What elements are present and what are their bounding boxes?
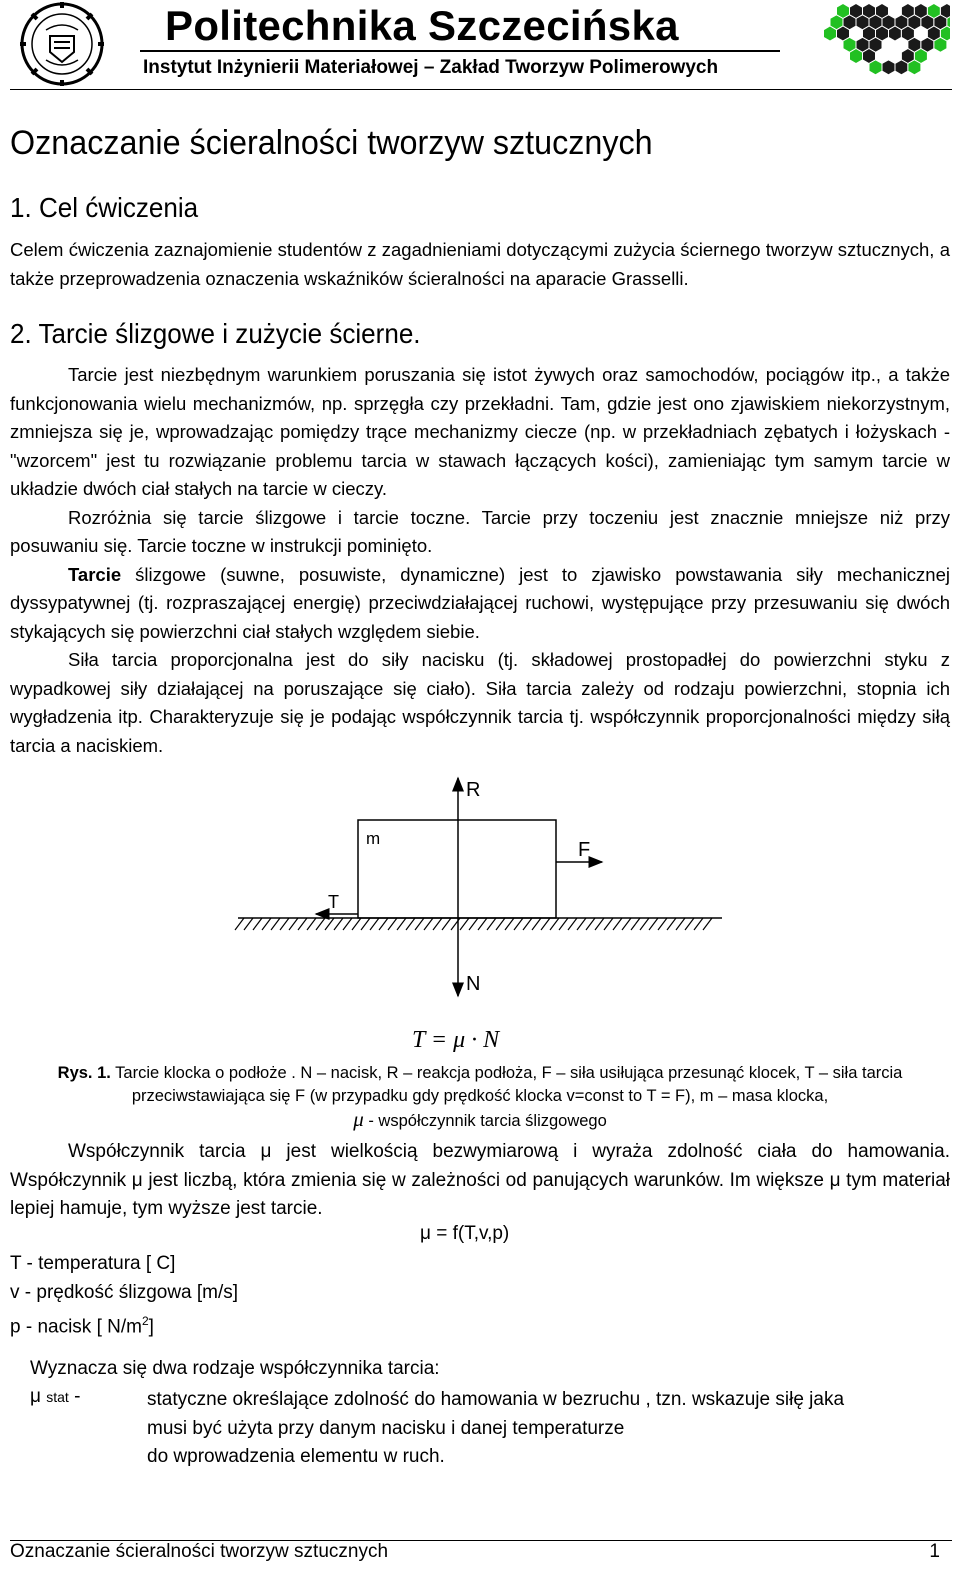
hatch-stroke: [487, 918, 496, 930]
friction-paragraph-2: Rozróżnia się tarcie ślizgowe i tarcie toczne. Tarcie przy toczeniu jest znacznie mniejsze niż przy posuwaniu się. Tarcie toczne w instrukcji pominięto.: [10, 506, 950, 556]
hatch-stroke: [505, 918, 514, 930]
section-goal-text: [10, 236, 950, 293]
mu-dash: -: [68, 1386, 81, 1407]
caption-line-1-text: Tarcie klocka o podłoże . N – nacisk, R – reakcja podłoża, F – siła usiłująca przesunąć klocek, T – siła tarcia: [110, 1064, 903, 1082]
hatch-stroke: [595, 918, 604, 930]
document-title: Oznaczanie ścieralności tworzyw sztucznych: [10, 124, 653, 162]
hatch-stroke: [244, 918, 253, 930]
caption-line-1: [30, 1062, 930, 1085]
hatch-stroke: [577, 918, 586, 930]
ground-hatching: [235, 918, 712, 930]
mu-static-label: [30, 1386, 80, 1408]
section-friction-text: [10, 361, 950, 760]
variable-velocity: v - prędkość ślizgowa [m/s]: [10, 1281, 239, 1303]
hatch-stroke: [550, 918, 559, 930]
hatch-stroke: [631, 918, 640, 930]
goal-paragraph: Celem ćwiczenia zaznajomienie studentów z zagadnieniami dotyczącymi zużycia ściernego tworzyw sztucznych, a także przeprowadzenia oznaczenia wskaźników ścieralności na aparacie Grasselli.: [10, 239, 950, 289]
hatch-stroke: [271, 918, 280, 930]
coefficient-types-intro: Wyznacza się dwa rodzaje współczynnika tarcia:: [30, 1358, 440, 1379]
figure-caption: [30, 1062, 930, 1133]
hatch-stroke: [514, 918, 523, 930]
section-heading-goal: 1. Cel ćwiczenia: [10, 192, 199, 223]
mu-symbol: μ: [30, 1386, 41, 1407]
hatch-stroke: [334, 918, 343, 930]
label-m: m: [366, 829, 381, 848]
caption-line-3-text: - współczynnik tarcia ślizgowego: [363, 1112, 607, 1130]
mu-function: μ = f(T,v,p): [420, 1223, 510, 1244]
logo-hexagon: [889, 26, 902, 41]
hatch-stroke: [658, 918, 667, 930]
friction-formula: T = μ · N: [412, 1027, 500, 1053]
hatch-stroke: [541, 918, 550, 930]
variable-pressure-end: ]: [148, 1316, 154, 1338]
hatch-stroke: [640, 918, 649, 930]
hatch-stroke: [586, 918, 595, 930]
hatch-stroke: [442, 918, 451, 930]
hatch-stroke: [460, 918, 469, 930]
friction-block-diagram: [230, 770, 730, 1000]
hatch-stroke: [289, 918, 298, 930]
hatch-stroke: [703, 918, 712, 930]
caption-mu-symbol: μ: [353, 1107, 364, 1131]
hatch-stroke: [685, 918, 694, 930]
label-T: T: [328, 892, 339, 912]
mu-static-definition: [147, 1386, 937, 1472]
page-header: [0, 0, 960, 88]
hatch-stroke: [352, 918, 361, 930]
hatch-stroke: [667, 918, 676, 930]
header-bottom-rule: [10, 89, 952, 90]
friction-paragraph-3-rest: ślizgowe (suwne, posuwiste, dynamiczne) jest to zjawisko powstawania siły mechanicznej dyssypatywnej (tj. rozpraszającej energię) przeciwdziałającej ruchowi, występujące przy przesuwaniu się dwóch stykających się powierzchni ciał stałych względem siebie.: [10, 563, 950, 642]
section-heading-friction: 2. Tarcie ślizgowe i zużycie ścierne.: [10, 318, 421, 349]
hatch-stroke: [406, 918, 415, 930]
logo-hexagon: [869, 60, 882, 75]
hatch-stroke: [379, 918, 388, 930]
hatch-stroke: [316, 918, 325, 930]
coefficient-text: [10, 1138, 950, 1224]
hatch-stroke: [298, 918, 307, 930]
hatch-stroke: [568, 918, 577, 930]
page-number: 1: [929, 1541, 940, 1562]
hatch-stroke: [325, 918, 334, 930]
university-seal-logo: [20, 2, 104, 86]
logo-hexagon: [850, 49, 863, 64]
polymer-hexagon-logo: [820, 2, 950, 86]
label-N: N: [466, 973, 481, 995]
variable-pressure: [10, 1307, 238, 1342]
label-F: F: [578, 839, 591, 861]
hatch-stroke: [370, 918, 379, 930]
hatch-stroke: [613, 918, 622, 930]
label-R: R: [466, 779, 481, 801]
hatch-stroke: [397, 918, 406, 930]
hatch-stroke: [478, 918, 487, 930]
variable-pressure-exponent: 2: [141, 1314, 149, 1328]
hatch-stroke: [424, 918, 433, 930]
hatch-stroke: [280, 918, 289, 930]
hatch-stroke: [361, 918, 370, 930]
hatch-stroke: [388, 918, 397, 930]
hatch-stroke: [694, 918, 703, 930]
mu-subscript: stat: [46, 1389, 69, 1405]
mu-static-line-1: statyczne określające zdolność do hamowania w bezruchu , tzn. wskazuje siłę jaka: [147, 1389, 845, 1410]
hatch-stroke: [622, 918, 631, 930]
hatch-stroke: [262, 918, 271, 930]
hatch-stroke: [676, 918, 685, 930]
mu-static-line-2: musi być użyta przy danym nacisku i danej temperaturze: [147, 1417, 625, 1439]
institute-name: Instytut Inżynierii Materiałowej – Zakład Tworzyw Polimerowych: [143, 57, 719, 78]
hatch-stroke: [649, 918, 658, 930]
mu-static-line-3: do wprowadzenia elementu w ruch.: [147, 1446, 445, 1467]
hatch-stroke: [253, 918, 262, 930]
hatch-stroke: [532, 918, 541, 930]
friction-paragraph-4: Siła tarcia proporcjonalna jest do siły nacisku (tj. składowej prostopadłej do powierzchni styku z wypadkowej siły działającej na poruszające się ciało). Siła tarcia zależy od rodzaju powierzchni, stopnia ich wygładzenia itp. Charakteryzuje się je podając współczynnik tarcia tj. współczynnik proporcjonalności między siłą tarcia a naciskiem.: [10, 649, 950, 756]
hatch-stroke: [523, 918, 532, 930]
friction-paragraph-3: [10, 561, 950, 647]
friction-bold-term: Tarcie: [68, 563, 122, 585]
hatch-stroke: [235, 918, 244, 930]
coefficient-paragraph: Współczynnik tarcia μ jest wielkością bezwymiarową i wyraża zdolność ciała do hamowania. Współczynnik μ jest liczbą, która zmienia się w zależności od panujących warunków. Im większe μ tym materiał lepiej hamuje, tym wyższe jest tarcie.: [10, 1141, 950, 1219]
friction-paragraph-1: Tarcie jest niezbędnym warunkiem poruszania się istot żywych oraz samochodów, pociągów itp., a także funkcjonowania wielu mechanizmów, np. sprzęgła czy przekładni. Tam, gdzie jest ono zjawiskiem niekorzystnym, zmniejsza się je, wprowadzając pomiędzy trące mechanizmy ciecze (np. w przekładniach zębatych i łożyskach - "wzorcem" jest tu rozwiązanie problemu tarcia w stawach łączących kości), zamieniając tym samym tarcie w układzie dwóch ciał stałych na tarcie w cieczy.: [10, 364, 950, 499]
caption-line-2: przeciwstawiająca się F (w przypadku gdy prędkość klocka v=const to T = F), m – masa klocka,: [131, 1087, 829, 1105]
university-name: Politechnika Szczecińska: [165, 2, 679, 49]
hatch-stroke: [415, 918, 424, 930]
hatch-stroke: [307, 918, 316, 930]
caption-label: Rys. 1.: [57, 1064, 111, 1082]
hatch-stroke: [559, 918, 568, 930]
block: [358, 820, 556, 918]
hatch-stroke: [604, 918, 613, 930]
footer-title: Oznaczanie ścieralności tworzyw sztucznych: [10, 1541, 389, 1562]
variable-temperature: T - temperatura [ C]: [10, 1253, 176, 1274]
variable-pressure-text: p - nacisk [ N/m: [10, 1316, 142, 1338]
logo-hexagon: [824, 26, 837, 41]
logo-hexagon: [895, 60, 908, 75]
header-divider: [140, 50, 780, 52]
hatch-stroke: [469, 918, 478, 930]
variable-list: [10, 1250, 238, 1342]
logo-hexagon: [934, 37, 947, 52]
caption-line-3: [30, 1108, 930, 1133]
hatch-stroke: [343, 918, 352, 930]
hatch-stroke: [433, 918, 442, 930]
logo-hexagon: [908, 60, 921, 75]
logo-hexagon: [882, 60, 895, 75]
hatch-stroke: [496, 918, 505, 930]
